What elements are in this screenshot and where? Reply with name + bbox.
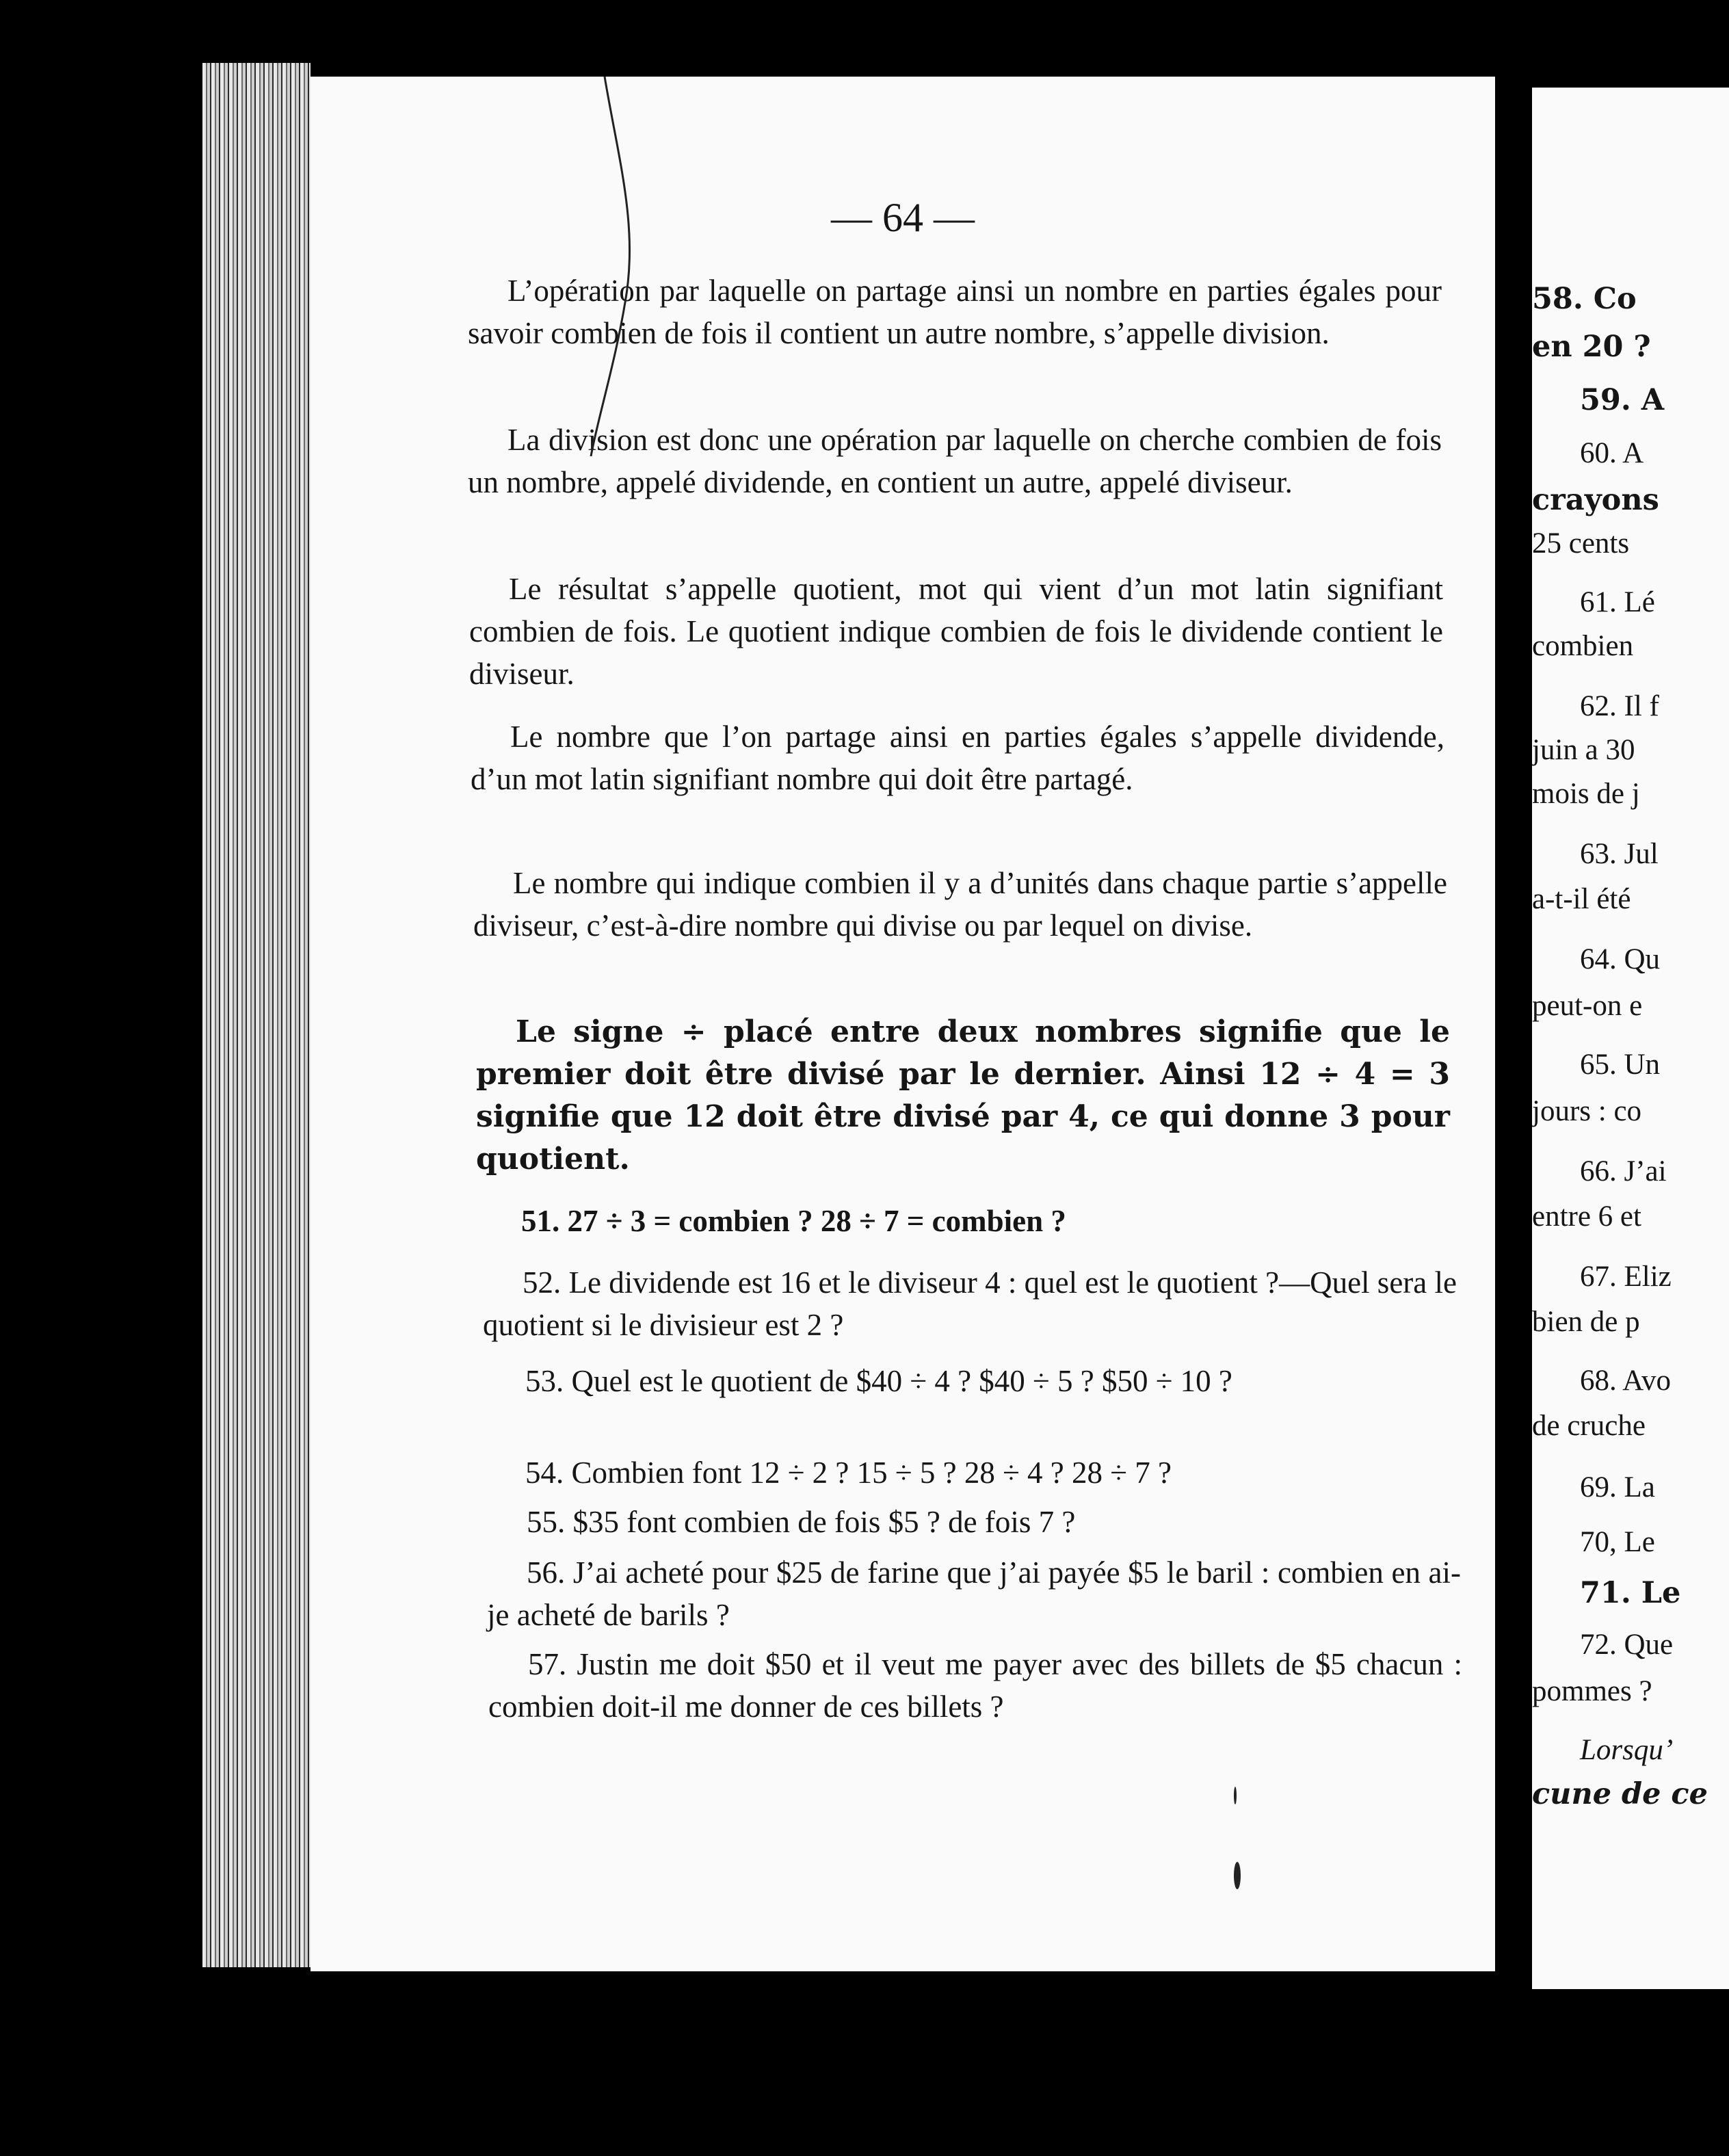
right-line: 69. La <box>1580 1471 1655 1503</box>
right-line: jours : co <box>1532 1095 1642 1127</box>
question-51 <box>481 1200 1455 1242</box>
right-line: 67. Eliz <box>1580 1261 1672 1293</box>
paragraph-text: Le nombre qui indique combien il y a d’unités dans chaque partie s’appelle diviseur, c’est-à-dire nombre qui divise ou par lequel on divise. <box>473 866 1447 943</box>
right-line: 68. Avo <box>1580 1365 1671 1397</box>
question-text: 56. J’ai acheté pour $25 de farine que j’ai payée $5 le baril : combien en ai-je acheté de barils ? <box>487 1555 1461 1632</box>
right-line: 59. A <box>1580 383 1665 417</box>
right-line: crayons <box>1532 483 1659 517</box>
right-line: 65. Un <box>1580 1049 1661 1081</box>
question-text: 54. Combien font 12 ÷ 2 ? 15 ÷ 5 ? 28 ÷ 4 ? 28 ÷ 7 ? <box>525 1456 1172 1490</box>
question-text: 57. Justin me doit $50 et il veut me payer avec des billets de $5 chacun : combien doit-il me donner de ces billets ? <box>488 1647 1462 1724</box>
pencil-mark <box>584 77 646 460</box>
right-line: a-t-il été <box>1532 883 1631 915</box>
paragraph-text: La division est donc une opération par laquelle on cherche combien de fois un nombre, appelé dividende, en contient un autre, appelé diviseur. <box>468 423 1442 499</box>
paragraph-definition-division <box>468 270 1442 354</box>
right-line: 64. Qu <box>1580 943 1661 975</box>
paragraph-dividend <box>471 715 1444 800</box>
right-line: bien de p <box>1532 1306 1640 1338</box>
right-line: 58. Co <box>1532 282 1637 316</box>
page-number: — 64 — <box>831 195 975 240</box>
right-line: juin a 30 <box>1532 734 1635 766</box>
right-line: 25 cents <box>1532 527 1630 560</box>
question-text: 52. Le dividende est 16 et le diviseur 4 : quel est le quotient ?—Quel sera le quotient si le divisieur est 2 ? <box>483 1265 1457 1342</box>
question-52 <box>483 1261 1457 1346</box>
right-line: Lorsqu’ <box>1580 1734 1674 1766</box>
question-53 <box>486 1360 1460 1402</box>
right-line: combien <box>1532 630 1634 662</box>
right-line: 66. J’ai <box>1580 1155 1667 1187</box>
paragraph-text: Le résultat s’appelle quotient, mot qui vient d’un mot latin signifiant combien de fois. Le quotient indique combien de fois le dividende contient le diviseur. <box>469 572 1443 691</box>
right-line: cune de ce <box>1532 1777 1708 1811</box>
right-line: 72. Que <box>1580 1629 1674 1661</box>
paragraph-division-sign <box>476 1011 1450 1181</box>
ink-speck <box>1234 1787 1237 1804</box>
right-line: peut-on e <box>1532 990 1643 1022</box>
question-56 <box>487 1551 1461 1636</box>
right-line: 70, Le <box>1580 1526 1655 1558</box>
page-edge-stack <box>202 63 311 1967</box>
right-line: 62. Il f <box>1580 690 1659 722</box>
left-page <box>311 77 1495 1971</box>
paragraph-quotient <box>469 568 1443 695</box>
paragraph-division-dividend-divisor <box>468 419 1442 503</box>
question-text: 53. Quel est le quotient de $40 ÷ 4 ? $40 ÷ 5 ? $50 ÷ 10 ? <box>525 1364 1232 1398</box>
right-line: entre 6 et <box>1532 1200 1641 1233</box>
right-line: mois de j <box>1532 778 1640 810</box>
question-57 <box>488 1643 1462 1728</box>
paragraph-text: L’opération par laquelle on partage ainsi un nombre en parties égales pour savoir combien de fois il contient un autre nombre, s’appelle division. <box>468 274 1442 350</box>
paragraph-text: Le signe ÷ placé entre deux nombres signifie que le premier doit être divisé par le dernier. Ainsi 12 ÷ 4 = 3 signifie que 12 doit être divisé par 4, ce qui donne 3 pour quotient. <box>476 1014 1450 1176</box>
right-page <box>1532 88 1729 1989</box>
right-line: 63. Jul <box>1580 838 1659 870</box>
ink-speck <box>1234 1862 1241 1889</box>
right-line: pommes ? <box>1532 1675 1652 1707</box>
question-text: 51. 27 ÷ 3 = combien ? 28 ÷ 7 = combien ? <box>521 1204 1066 1238</box>
right-line: 60. A <box>1580 437 1644 469</box>
right-line: en 20 ? <box>1532 330 1651 364</box>
question-54 <box>486 1451 1460 1494</box>
paragraph-text: Le nombre que l’on partage ainsi en parties égales s’appelle dividende, d’un mot latin signifiant nombre qui doit être partagé. <box>471 720 1444 796</box>
right-line: de cruche <box>1532 1410 1646 1442</box>
paragraph-divisor <box>473 862 1447 947</box>
right-line: 71. Le <box>1580 1576 1681 1610</box>
question-text: 55. $35 font combien de fois $5 ? de fois 7 ? <box>527 1505 1076 1539</box>
right-line: 61. Lé <box>1580 586 1655 618</box>
question-55 <box>487 1501 1461 1543</box>
